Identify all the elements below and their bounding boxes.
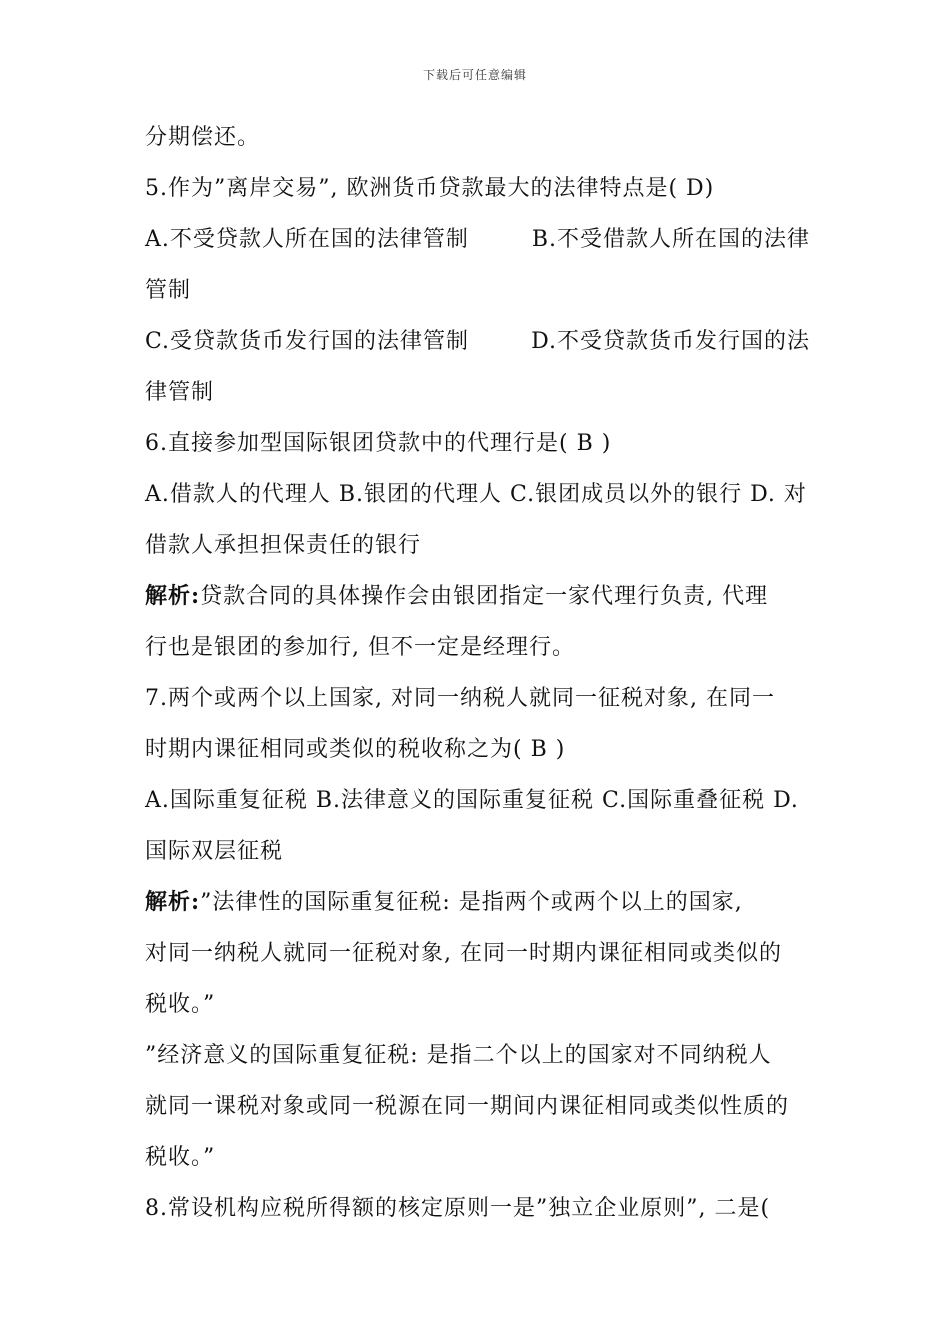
analysis-label: 解析: xyxy=(145,583,201,609)
text-line: 税收。” xyxy=(145,1145,216,1170)
text-line: 税收。” xyxy=(145,992,216,1017)
page-header: 下载后可任意编辑 xyxy=(422,68,527,82)
question-7-options: A.国际重复征税 B.法律意义的国际重复征税 C.国际重叠征税 D. xyxy=(145,788,799,813)
option-d: D.不受贷款货币发行国的法 xyxy=(531,329,810,354)
text-line: ”经济意义的国际重复征税: 是指二个以上的国家对不同纳税人 xyxy=(145,1043,772,1068)
text-line: 借款人承担担保责任的银行 xyxy=(145,533,422,558)
question-5: 5.作为”离岸交易”, 欧洲货币贷款最大的法律特点是( D) xyxy=(145,176,715,201)
analysis-line xyxy=(145,877,810,928)
document-body xyxy=(145,112,810,1234)
text-line: 分期偿还。 xyxy=(145,125,261,150)
text-line: 就同一课税对象或同一税源在同一期间内课征相同或类似性质的 xyxy=(145,1094,790,1119)
option-b: B.不受借款人所在国的法律 xyxy=(531,227,810,252)
text-line: 律管制 xyxy=(145,380,215,405)
text-line: 行也是银团的参加行, 但不一定是经理行。 xyxy=(145,635,575,660)
question-8: 8.常设机构应税所得额的核定原则一是”独立企业原则”, 二是( xyxy=(145,1196,771,1221)
analysis-line xyxy=(145,571,810,622)
question-6: 6.直接参加型国际银团贷款中的代理行是( B ) xyxy=(145,431,612,456)
option-c: C.受贷款货币发行国的法律管制 xyxy=(145,329,470,354)
text-line: 国际双层征税 xyxy=(145,839,284,864)
option-a: A.不受贷款人所在国的法律管制 xyxy=(145,227,469,252)
question-5-options-cd xyxy=(145,316,810,367)
analysis-text: 贷款合同的具体操作会由银团指定一家代理行负责, 代理 xyxy=(200,584,769,609)
text-line: 对同一纳税人就同一征税对象, 在同一时期内课征相同或类似的 xyxy=(145,941,782,966)
analysis-label: 解析: xyxy=(145,889,201,915)
question-7: 7.两个或两个以上国家, 对同一纳税人就同一征税对象, 在同一 xyxy=(145,686,775,711)
question-6-options: A.借款人的代理人 B.银团的代理人 C.银团成员以外的银行 D. 对 xyxy=(145,482,807,507)
text-line: 管制 xyxy=(145,278,192,303)
analysis-text: ”法律性的国际重复征税: 是指两个或两个以上的国家, xyxy=(200,890,743,915)
text-line: 时期内课征相同或类似的税收称之为( B ) xyxy=(145,737,566,762)
question-5-options-ab xyxy=(145,214,810,265)
